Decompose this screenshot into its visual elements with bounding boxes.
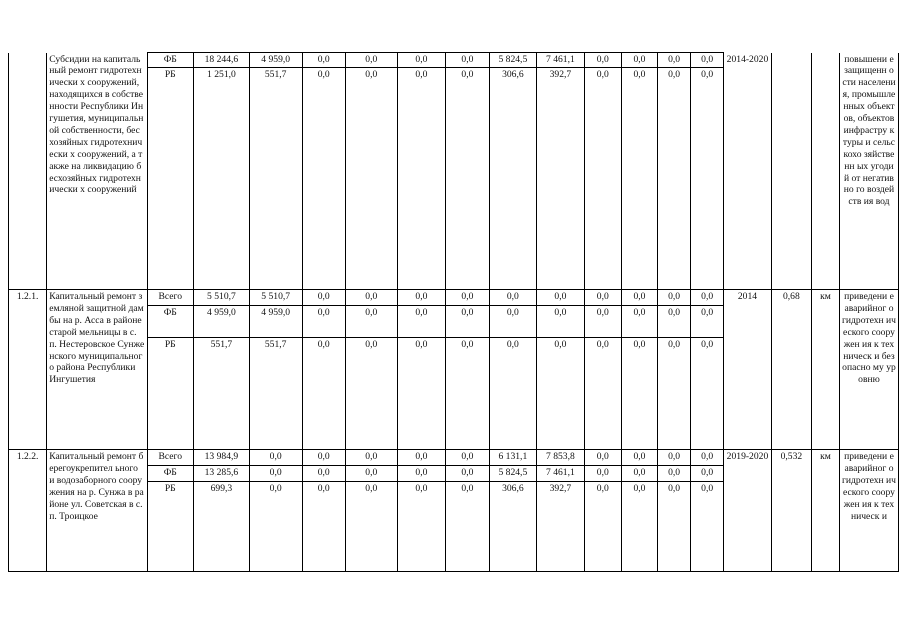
value-cell: 0,0 [446,68,489,290]
value-cell: 392,7 [537,482,585,572]
value-cell: 0,0 [658,53,691,68]
row-number: 1.2.1. [9,290,47,450]
table-row [9,450,899,466]
value-cell: 4 959,0 [249,306,302,338]
table-row [9,290,899,306]
value-cell: 0,0 [537,306,585,338]
value-cell: 0,0 [397,53,446,68]
value-cell: 0,0 [446,482,489,572]
source-label: РБ [147,482,194,572]
period-cell: 2014 [724,290,772,450]
value-cell: 0,0 [537,338,585,450]
value-cell: 0,0 [249,482,302,572]
value-cell: 0,0 [397,338,446,450]
row-number-cell [9,53,47,290]
value-cell: 0,0 [302,450,345,466]
value-cell: 0,0 [249,466,302,482]
value-cell: 0,0 [691,306,724,338]
indicator-value-cell: 0,68 [771,290,811,450]
source-label: Всего [147,450,194,466]
value-cell: 0,0 [691,290,724,306]
value-cell: 551,7 [194,338,250,450]
value-cell: 0,0 [658,338,691,450]
value-cell: 0,0 [621,466,657,482]
value-cell: 0,0 [302,290,345,306]
value-cell: 0,0 [584,338,621,450]
value-cell: 0,0 [584,306,621,338]
value-cell: 0,0 [345,466,397,482]
value-cell: 0,0 [584,466,621,482]
value-cell: 0,0 [397,290,446,306]
measure-name: Капитальный ремонт берегоукрепител ьного и водозаборного сооружения на р. Сунжа в районе ул. Советская в с.п. Троицкое [47,450,147,572]
value-cell: 0,0 [691,68,724,290]
expected-result: приведени е аварийног о гидротехн ического сооружен ия к техническ и безопасно му уровню [839,290,898,450]
value-cell: 0,0 [584,482,621,572]
value-cell: 0,0 [302,306,345,338]
value-cell: 0,0 [658,450,691,466]
value-cell: 0,0 [621,306,657,338]
value-cell: 0,0 [658,466,691,482]
value-cell: 0,0 [397,68,446,290]
source-label: РБ [147,68,194,290]
value-cell: 0,0 [302,338,345,450]
value-cell: 0,0 [302,53,345,68]
value-cell: 0,0 [691,450,724,466]
value-cell: 0,0 [584,290,621,306]
value-cell: 0,0 [397,482,446,572]
value-cell: 0,0 [446,338,489,450]
value-cell: 0,0 [621,338,657,450]
value-cell: 7 853,8 [537,450,585,466]
value-cell: 7 461,1 [537,466,585,482]
value-cell: 0,0 [446,450,489,466]
value-cell: 0,0 [621,53,657,68]
value-cell: 0,0 [584,68,621,290]
indicator-value-cell: 0,532 [771,450,811,572]
value-cell: 0,0 [345,53,397,68]
value-cell: 0,0 [621,290,657,306]
value-cell: 5 824,5 [489,53,537,68]
value-cell: 7 461,1 [537,53,585,68]
source-label: ФБ [147,53,194,68]
table-row [9,53,899,68]
value-cell: 5 510,7 [194,290,250,306]
value-cell: 0,0 [658,68,691,290]
value-cell: 0,0 [446,290,489,306]
value-cell: 4 959,0 [249,53,302,68]
source-label: РБ [147,338,194,450]
value-cell: 5 824,5 [489,466,537,482]
value-cell: 0,0 [658,482,691,572]
value-cell: 0,0 [691,482,724,572]
unit-cell: км [812,290,840,450]
period-cell: 2014-2020 [724,53,772,290]
row-number: 1.2.2. [9,450,47,572]
unit-cell: км [812,450,840,572]
value-cell: 0,0 [302,68,345,290]
value-cell: 0,0 [489,338,537,450]
value-cell: 0,0 [446,466,489,482]
value-cell: 0,0 [397,466,446,482]
expected-result: приведени е аварийног о гидротехн ического сооружен ия к техническ и [839,450,898,572]
value-cell: 0,0 [584,53,621,68]
value-cell: 13 285,6 [194,466,250,482]
source-label: ФБ [147,466,194,482]
measure-name: Субсидии на капитальный ремонт гидротехнически х сооружений, находящихся в собственности Республики Ингушетия, муниципальной собственности, бесхозяйных гидротехнически х сооружений, а также на ликвидацию бесхозяйных гидротехнически х сооружений [47,53,147,290]
value-cell: 0,0 [691,53,724,68]
source-label: ФБ [147,306,194,338]
value-cell: 1 251,0 [194,68,250,290]
value-cell: 699,3 [194,482,250,572]
value-cell: 0,0 [345,68,397,290]
value-cell: 392,7 [537,68,585,290]
value-cell: 5 510,7 [249,290,302,306]
measure-name: Капитальный ремонт земляной защитной дамбы на р. Асса в районе старой мельницы в с. п. Нестеровское Сунженского муниципального района Республики Ингушетия [47,290,147,450]
value-cell: 0,0 [345,290,397,306]
value-cell: 306,6 [489,482,537,572]
source-label: Всего [147,290,194,306]
value-cell: 551,7 [249,338,302,450]
value-cell: 0,0 [345,306,397,338]
value-cell: 0,0 [446,53,489,68]
value-cell: 0,0 [302,482,345,572]
unit-cell [812,53,840,290]
value-cell: 6 131,1 [489,450,537,466]
value-cell: 306,6 [489,68,537,290]
value-cell: 0,0 [249,450,302,466]
value-cell: 0,0 [658,290,691,306]
value-cell: 0,0 [691,338,724,450]
value-cell: 0,0 [621,482,657,572]
expected-result: повышени е защищенн ости населения, промышле нных объектов, объектов инфрастру ктуры и сельскохо зяйственн ых угодий от негативно го воздейств ия вод [839,53,898,290]
indicator-value-cell [771,53,811,290]
value-cell: 13 984,9 [194,450,250,466]
value-cell: 0,0 [345,482,397,572]
value-cell: 0,0 [537,290,585,306]
value-cell: 0,0 [302,466,345,482]
value-cell: 0,0 [489,306,537,338]
value-cell: 551,7 [249,68,302,290]
period-cell: 2019-2020 [724,450,772,572]
value-cell: 0,0 [621,68,657,290]
value-cell: 4 959,0 [194,306,250,338]
value-cell: 0,0 [621,450,657,466]
value-cell: 0,0 [691,466,724,482]
value-cell: 0,0 [345,450,397,466]
value-cell: 0,0 [658,306,691,338]
value-cell: 0,0 [489,290,537,306]
budget-table [8,52,899,572]
value-cell: 0,0 [345,338,397,450]
value-cell: 0,0 [446,306,489,338]
value-cell: 0,0 [397,306,446,338]
value-cell: 0,0 [397,450,446,466]
value-cell: 0,0 [584,450,621,466]
value-cell: 18 244,6 [194,53,250,68]
